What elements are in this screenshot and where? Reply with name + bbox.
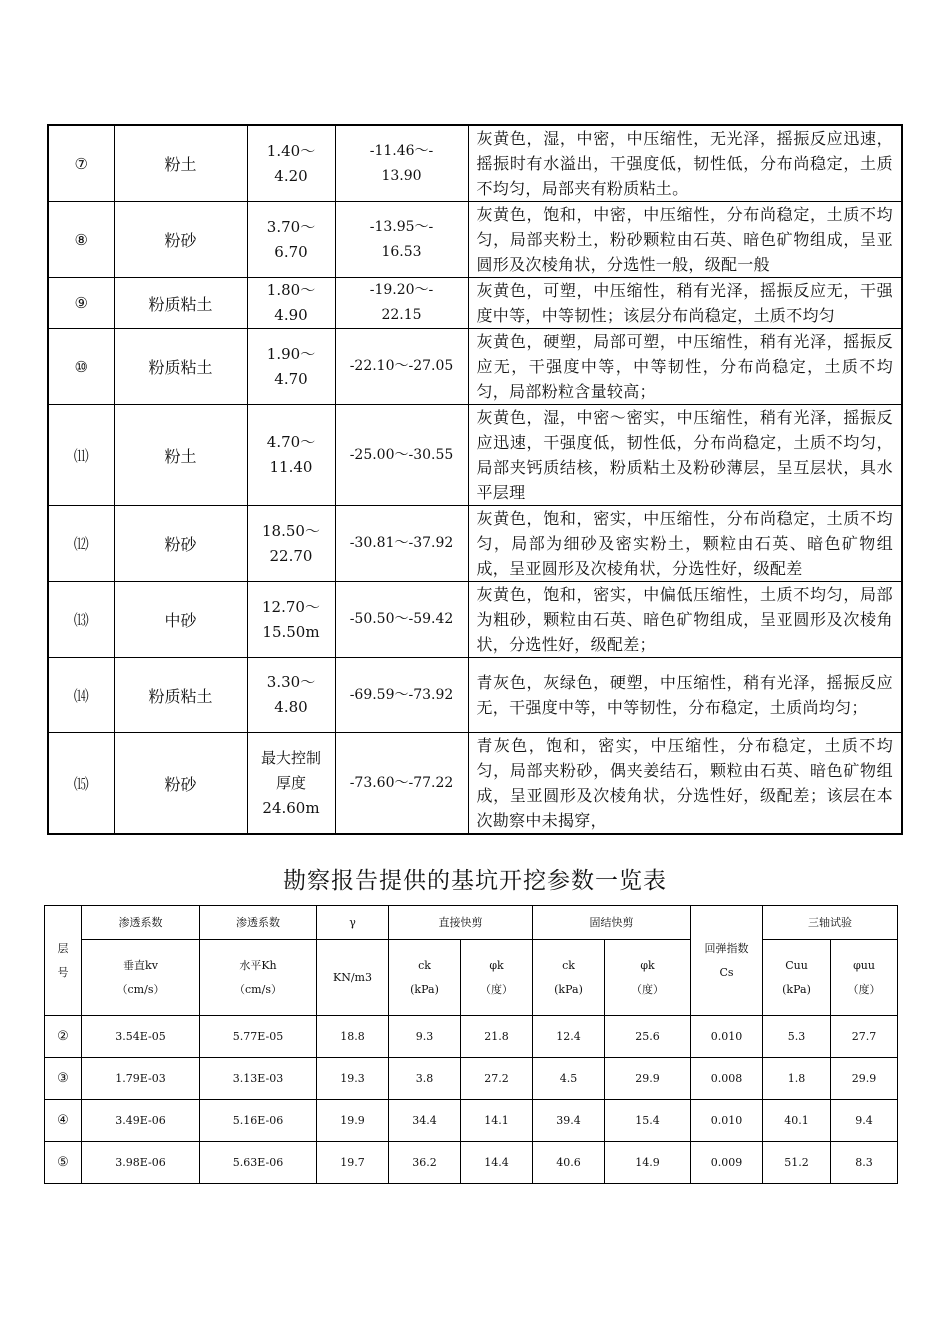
kv-value: 3.49E-06 <box>82 1100 200 1142</box>
params-row <box>45 1058 898 1100</box>
phik-direct-value: 27.2 <box>461 1058 533 1100</box>
elevation-line: -22.10～-27.05 <box>349 358 454 374</box>
cuu-value: 40.1 <box>763 1100 831 1142</box>
phik-direct-value: 21.8 <box>461 1016 533 1058</box>
layer-elevation <box>335 125 468 202</box>
layer-number: ⒀ <box>48 582 114 658</box>
layer-description: 青灰色，灰绿色，硬塑，中压缩性，稍有光泽，摇振反应无，干强度中等，中等韧性，分布稳定，土质尚均匀； <box>468 658 902 733</box>
layer-elevation <box>335 278 468 329</box>
phik-consol-value: 14.9 <box>605 1142 691 1184</box>
thickness-line: 24.60m <box>262 798 320 817</box>
thickness-line: 18.50～ <box>262 521 320 540</box>
soil-name: 粉土 <box>114 405 247 506</box>
header-ck-consol: ck (kPa) <box>533 940 605 1016</box>
phiuu-value: 8.3 <box>831 1142 898 1184</box>
header-phiuu: φuu （度） <box>831 940 898 1016</box>
layer-number: ⑨ <box>48 278 114 329</box>
thickness-line: 12.70～ <box>262 597 320 616</box>
header-layer-no: 层 号 <box>45 906 82 1016</box>
soil-name: 粉质粘土 <box>114 329 247 405</box>
header-perm-1: 渗透系数 <box>82 906 200 940</box>
kv-value: 3.98E-06 <box>82 1142 200 1184</box>
layer-elevation <box>335 506 468 582</box>
phiuu-value: 27.7 <box>831 1016 898 1058</box>
header-perm-2: 渗透系数 <box>200 906 317 940</box>
layer-description: 灰黄色，湿，中密，中压缩性，无光泽，摇振反应迅速，摇振时有水溢出，干强度低，韧性低，分布尚稳定，土质不均匀，局部夹有粉质粘土。 <box>468 125 902 202</box>
thickness-line: 4.80 <box>274 698 308 716</box>
elevation-line: -13.95～- <box>369 218 434 235</box>
layer-row <box>48 506 902 582</box>
layer-description: 灰黄色，湿，中密～密实，中压缩性，稍有光泽，摇振反应迅速，干强度低，韧性低，分布尚稳定，土质不均匀，局部夹钙质结核，粉质粘土及粉砂薄层，呈互层状，具水平层理 <box>468 405 902 506</box>
phik-direct-value: 14.4 <box>461 1142 533 1184</box>
cuu-value: 1.8 <box>763 1058 831 1100</box>
header-kh: 水平Kh （cm/s） <box>200 940 317 1016</box>
params-row <box>45 1016 898 1058</box>
layer-elevation <box>335 405 468 506</box>
layer-row <box>48 658 902 733</box>
layer-elevation <box>335 582 468 658</box>
ck-consol-value: 4.5 <box>533 1058 605 1100</box>
layer-thickness <box>247 125 335 202</box>
layer-number: ⒂ <box>48 733 114 835</box>
ck-consol-value: 40.6 <box>533 1142 605 1184</box>
soil-name: 粉砂 <box>114 733 247 835</box>
header-kv: 垂直kv （cm/s） <box>82 940 200 1016</box>
soil-name: 粉质粘土 <box>114 658 247 733</box>
header-consolidated-shear: 固结快剪 <box>533 906 691 940</box>
elevation-line: -19.20～- <box>369 282 434 298</box>
soil-name: 粉砂 <box>114 202 247 278</box>
layer-number: ⒁ <box>48 658 114 733</box>
layer-row <box>48 329 902 405</box>
ck-direct-value: 36.2 <box>389 1142 461 1184</box>
elevation-line: -50.50～-59.42 <box>349 611 454 627</box>
phik-consol-value: 29.9 <box>605 1058 691 1100</box>
kv-value: 3.54E-05 <box>82 1016 200 1058</box>
thickness-line: 4.20 <box>274 166 308 185</box>
header-phik-direct: φk （度） <box>461 940 533 1016</box>
thickness-line: 3.30～ <box>266 673 316 691</box>
soil-name: 粉砂 <box>114 506 247 582</box>
thickness-line: 6.70 <box>274 242 308 261</box>
layer-row <box>48 278 902 329</box>
header-gamma-unit: KN/m3 <box>317 940 389 1016</box>
params-table-title: 勘察报告提供的基坑开挖参数一览表 <box>283 868 667 894</box>
layer-row <box>48 202 902 278</box>
kh-value: 5.77E-05 <box>200 1016 317 1058</box>
layer-thickness <box>247 506 335 582</box>
thickness-line: 1.80～ <box>266 281 316 299</box>
elevation-line: -69.59～-73.92 <box>349 686 454 703</box>
layer-elevation <box>335 658 468 733</box>
thickness-line: 厚度 <box>275 773 306 792</box>
layer-no: ② <box>45 1016 82 1058</box>
phiuu-value: 29.9 <box>831 1058 898 1100</box>
phiuu-value: 9.4 <box>831 1100 898 1142</box>
kv-value: 1.79E-03 <box>82 1058 200 1100</box>
soil-name: 粉质粘土 <box>114 278 247 329</box>
layer-thickness <box>247 733 335 835</box>
layer-row <box>48 733 902 835</box>
elevation-line: 16.53 <box>381 243 422 260</box>
elevation-line: -30.81～-37.92 <box>349 535 454 551</box>
thickness-line: 3.70～ <box>266 217 316 236</box>
layer-description: 灰黄色，饱和，中密，中压缩性，分布尚稳定，土质不均匀，局部夹粉土，粉砂颗粒由石英、暗色矿物组成，呈亚圆形及次棱角状，分选性一般，级配一般 <box>468 202 902 278</box>
cs-value: 0.008 <box>691 1058 763 1100</box>
phik-consol-value: 15.4 <box>605 1100 691 1142</box>
layer-thickness <box>247 202 335 278</box>
layer-description: 青灰色，饱和，密实，中压缩性，分布稳定，土质不均匀，局部夹粉砂，偶夹姜结石，颗粒由石英、暗色矿物组成，呈亚圆形及次棱角状，分选性好，级配差；该层在本次勘察中未揭穿， <box>468 733 902 835</box>
thickness-line: 1.90～ <box>266 344 316 363</box>
thickness-line: 11.40 <box>269 458 313 476</box>
kh-value: 5.16E-06 <box>200 1100 317 1142</box>
phik-direct-value: 14.1 <box>461 1100 533 1142</box>
thickness-line: 最大控制 <box>260 748 321 767</box>
phik-consol-value: 25.6 <box>605 1016 691 1058</box>
layer-elevation <box>335 733 468 835</box>
layer-elevation <box>335 202 468 278</box>
cs-value: 0.010 <box>691 1100 763 1142</box>
elevation-line: -25.00～-30.55 <box>349 446 454 463</box>
excavation-params-table <box>44 905 898 1184</box>
layer-row <box>48 405 902 506</box>
header-rebound-index: 回弹指数 Cs <box>691 906 763 1016</box>
elevation-line: -73.60～-77.22 <box>349 774 454 791</box>
layer-number: ⑦ <box>48 125 114 202</box>
layer-thickness <box>247 658 335 733</box>
ck-direct-value: 3.8 <box>389 1058 461 1100</box>
elevation-line: -11.46～- <box>369 142 434 159</box>
layer-description: 灰黄色，硬塑，局部可塑，中压缩性，稍有光泽，摇振反应无，干强度中等，中等韧性，分布尚稳定，土质不均匀，局部粉粒含量较高； <box>468 329 902 405</box>
gamma-value: 19.3 <box>317 1058 389 1100</box>
cuu-value: 5.3 <box>763 1016 831 1058</box>
params-row <box>45 1142 898 1184</box>
ck-consol-value: 39.4 <box>533 1100 605 1142</box>
ck-direct-value: 34.4 <box>389 1100 461 1142</box>
elevation-line: 22.15 <box>381 307 422 323</box>
thickness-line: 4.90 <box>274 306 308 324</box>
header-triaxial: 三轴试验 <box>763 906 898 940</box>
soil-layer-table <box>47 124 903 835</box>
header-phik-consol: φk （度） <box>605 940 691 1016</box>
layer-thickness <box>247 278 335 329</box>
layer-elevation <box>335 329 468 405</box>
elevation-line: 13.90 <box>381 167 422 184</box>
params-row <box>45 1100 898 1142</box>
cuu-value: 51.2 <box>763 1142 831 1184</box>
layer-no: ④ <box>45 1100 82 1142</box>
cs-value: 0.009 <box>691 1142 763 1184</box>
layer-description: 灰黄色，可塑，中压缩性，稍有光泽，摇振反应无，干强度中等，中等韧性；该层分布尚稳定，土质不均匀 <box>468 278 902 329</box>
layer-number: ⑾ <box>48 405 114 506</box>
layer-number: ⑿ <box>48 506 114 582</box>
layer-thickness <box>247 582 335 658</box>
gamma-value: 19.7 <box>317 1142 389 1184</box>
ck-direct-value: 9.3 <box>389 1016 461 1058</box>
layer-thickness <box>247 405 335 506</box>
layer-description: 灰黄色，饱和，密实，中压缩性，分布尚稳定，土质不均匀，局部为细砂及密实粉土，颗粒由石英、暗色矿物组成，呈亚圆形及次棱角状，分选性好，级配差 <box>468 506 902 582</box>
gamma-value: 19.9 <box>317 1100 389 1142</box>
gamma-value: 18.8 <box>317 1016 389 1058</box>
layer-description: 灰黄色，饱和，密实，中偏低压缩性，土质不均匀，局部为粗砂，颗粒由石英、暗色矿物组成，呈亚圆形及次棱角状，分选性好，级配差； <box>468 582 902 658</box>
layer-no: ⑤ <box>45 1142 82 1184</box>
kh-value: 3.13E-03 <box>200 1058 317 1100</box>
thickness-line: 1.40～ <box>266 141 316 160</box>
layer-row <box>48 582 902 658</box>
layer-no: ③ <box>45 1058 82 1100</box>
header-ck-direct: ck (kPa) <box>389 940 461 1016</box>
cs-value: 0.010 <box>691 1016 763 1058</box>
header-direct-shear: 直接快剪 <box>389 906 533 940</box>
header-cuu: Cuu (kPa) <box>763 940 831 1016</box>
layer-thickness <box>247 329 335 405</box>
soil-name: 中砂 <box>114 582 247 658</box>
thickness-line: 4.70 <box>274 369 308 388</box>
thickness-line: 4.70～ <box>266 433 316 451</box>
ck-consol-value: 12.4 <box>533 1016 605 1058</box>
header-gamma: γ <box>317 906 389 940</box>
thickness-line: 15.50m <box>262 622 320 641</box>
layer-row <box>48 125 902 202</box>
layer-number: ⑩ <box>48 329 114 405</box>
thickness-line: 22.70 <box>269 546 313 565</box>
soil-name: 粉土 <box>114 125 247 202</box>
layer-number: ⑧ <box>48 202 114 278</box>
kh-value: 5.63E-06 <box>200 1142 317 1184</box>
